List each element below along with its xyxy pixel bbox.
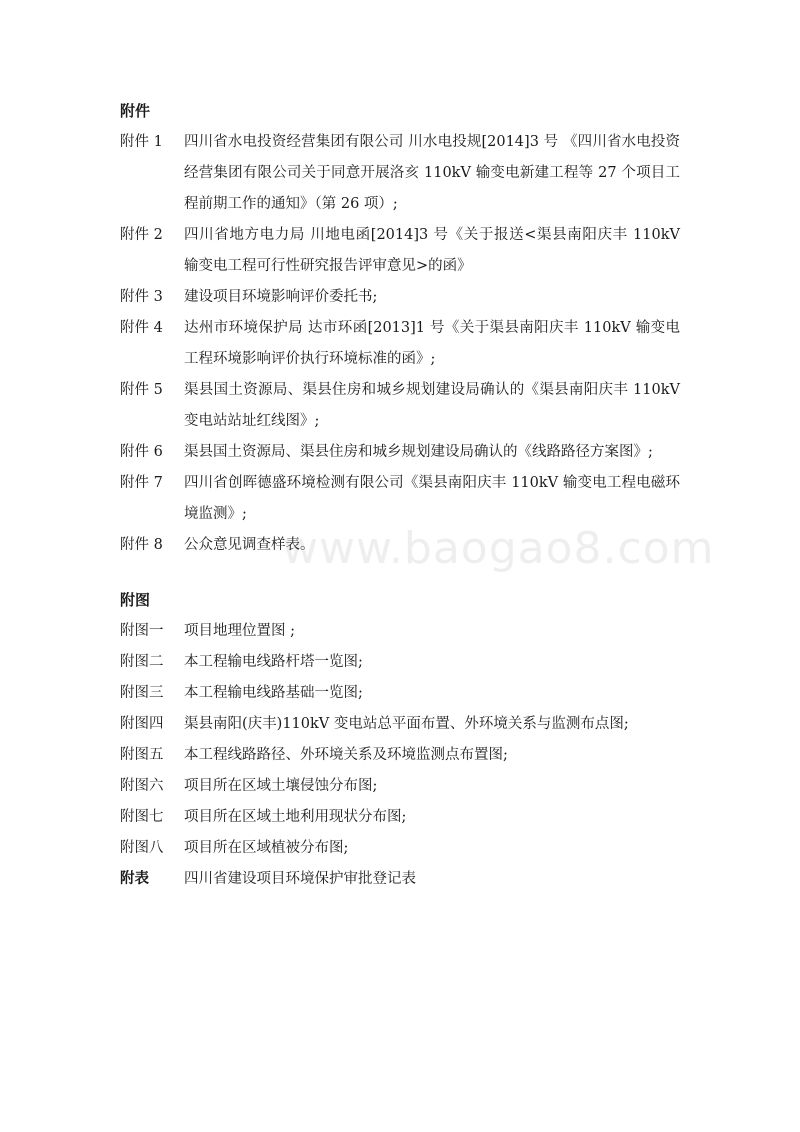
attachment-label: 附件 5 [120, 382, 163, 398]
section-spacer [120, 561, 680, 585]
figure-label: 附图七 [120, 809, 164, 825]
attachment-item [120, 313, 680, 375]
figure-item [120, 740, 680, 771]
attachment-item [120, 375, 680, 437]
attachment-label: 附件 3 [120, 289, 163, 305]
table-text: 四川省建设项目环境保护审批登记表 [184, 871, 416, 887]
figure-item [120, 616, 680, 647]
figure-label: 附图一 [120, 623, 164, 639]
figure-text: 渠县南阳(庆丰)110kV 变电站总平面布置、外环境关系与监测布点图; [184, 716, 629, 732]
attachment-text: 建设项目环境影响评价委托书; [184, 289, 378, 305]
figure-item [120, 647, 680, 678]
figure-text: 本工程输电线路基础一览图; [184, 685, 363, 701]
figure-label: 附图五 [120, 747, 164, 763]
attachment-item [120, 220, 680, 282]
table-label: 附表 [120, 871, 149, 887]
figure-item [120, 771, 680, 802]
figure-label: 附图六 [120, 778, 164, 794]
watermark: www.baogao8.com [282, 523, 715, 574]
attachment-item [120, 282, 680, 313]
document-page [120, 96, 680, 895]
attachment-item [120, 127, 680, 220]
figure-text: 本工程输电线路杆塔一览图; [184, 654, 363, 670]
figure-text: 项目所在区域土地利用现状分布图; [184, 809, 407, 825]
figure-label: 附图二 [120, 654, 164, 670]
figure-label: 附图八 [120, 840, 164, 856]
attachments-heading: 附件 [120, 102, 151, 120]
attachment-label: 附件 8 [120, 537, 163, 553]
attachment-label: 附件 2 [120, 227, 163, 243]
attachments-list [120, 127, 680, 561]
figure-text: 项目所在区域土壤侵蚀分布图; [184, 778, 378, 794]
figure-text: 项目地理位置图 ; [184, 623, 295, 639]
attachment-item [120, 530, 680, 561]
figure-label: 附图四 [120, 716, 164, 732]
attachment-label: 附件 4 [120, 320, 163, 336]
attachment-label: 附件 1 [120, 134, 163, 150]
figure-item [120, 709, 680, 740]
attachment-text: 达州市环境保护局 达市环函[2013]1 号《关于渠县南阳庆丰 110kV 输变电工程环境影响评价执行环境标准的函》; [184, 320, 680, 367]
figures-heading: 附图 [120, 591, 151, 609]
figures-list [120, 616, 680, 864]
figure-item [120, 833, 680, 864]
attachment-label: 附件 6 [120, 444, 163, 460]
attachment-label: 附件 7 [120, 475, 163, 491]
table-entry [120, 864, 680, 895]
figure-text: 项目所在区域植被分布图; [184, 840, 349, 856]
attachment-text: 渠县国土资源局、渠县住房和城乡规划建设局确认的《线路路径方案图》; [184, 444, 653, 460]
attachment-item [120, 468, 680, 530]
attachment-text: 公众意见调查样表。 [184, 537, 315, 553]
attachment-text: 四川省创晖德盛环境检测有限公司《渠县南阳庆丰 110kV 输变电工程电磁环境监测》; [184, 475, 680, 522]
figure-item [120, 802, 680, 833]
attachment-text: 四川省地方电力局 川地电函[2014]3 号《关于报送<渠县南阳庆丰 110kV 输变电工程可行性研究报告评审意见>的函》 [184, 227, 680, 274]
figure-item [120, 678, 680, 709]
figure-text: 本工程线路路径、外环境关系及环境监测点布置图; [184, 747, 508, 763]
attachment-item [120, 437, 680, 468]
figure-label: 附图三 [120, 685, 164, 701]
attachment-text: 四川省水电投资经营集团有限公司 川水电投规[2014]3 号 《四川省水电投资经营集团有限公司关于同意开展洛亥 110kV 输变电新建工程等 27 个项目工程前期工作的通知》（第 26 项）; [184, 134, 680, 212]
attachment-text: 渠县国土资源局、渠县住房和城乡规划建设局确认的《渠县南阳庆丰 110kV 变电站站址红线图》; [184, 382, 680, 429]
